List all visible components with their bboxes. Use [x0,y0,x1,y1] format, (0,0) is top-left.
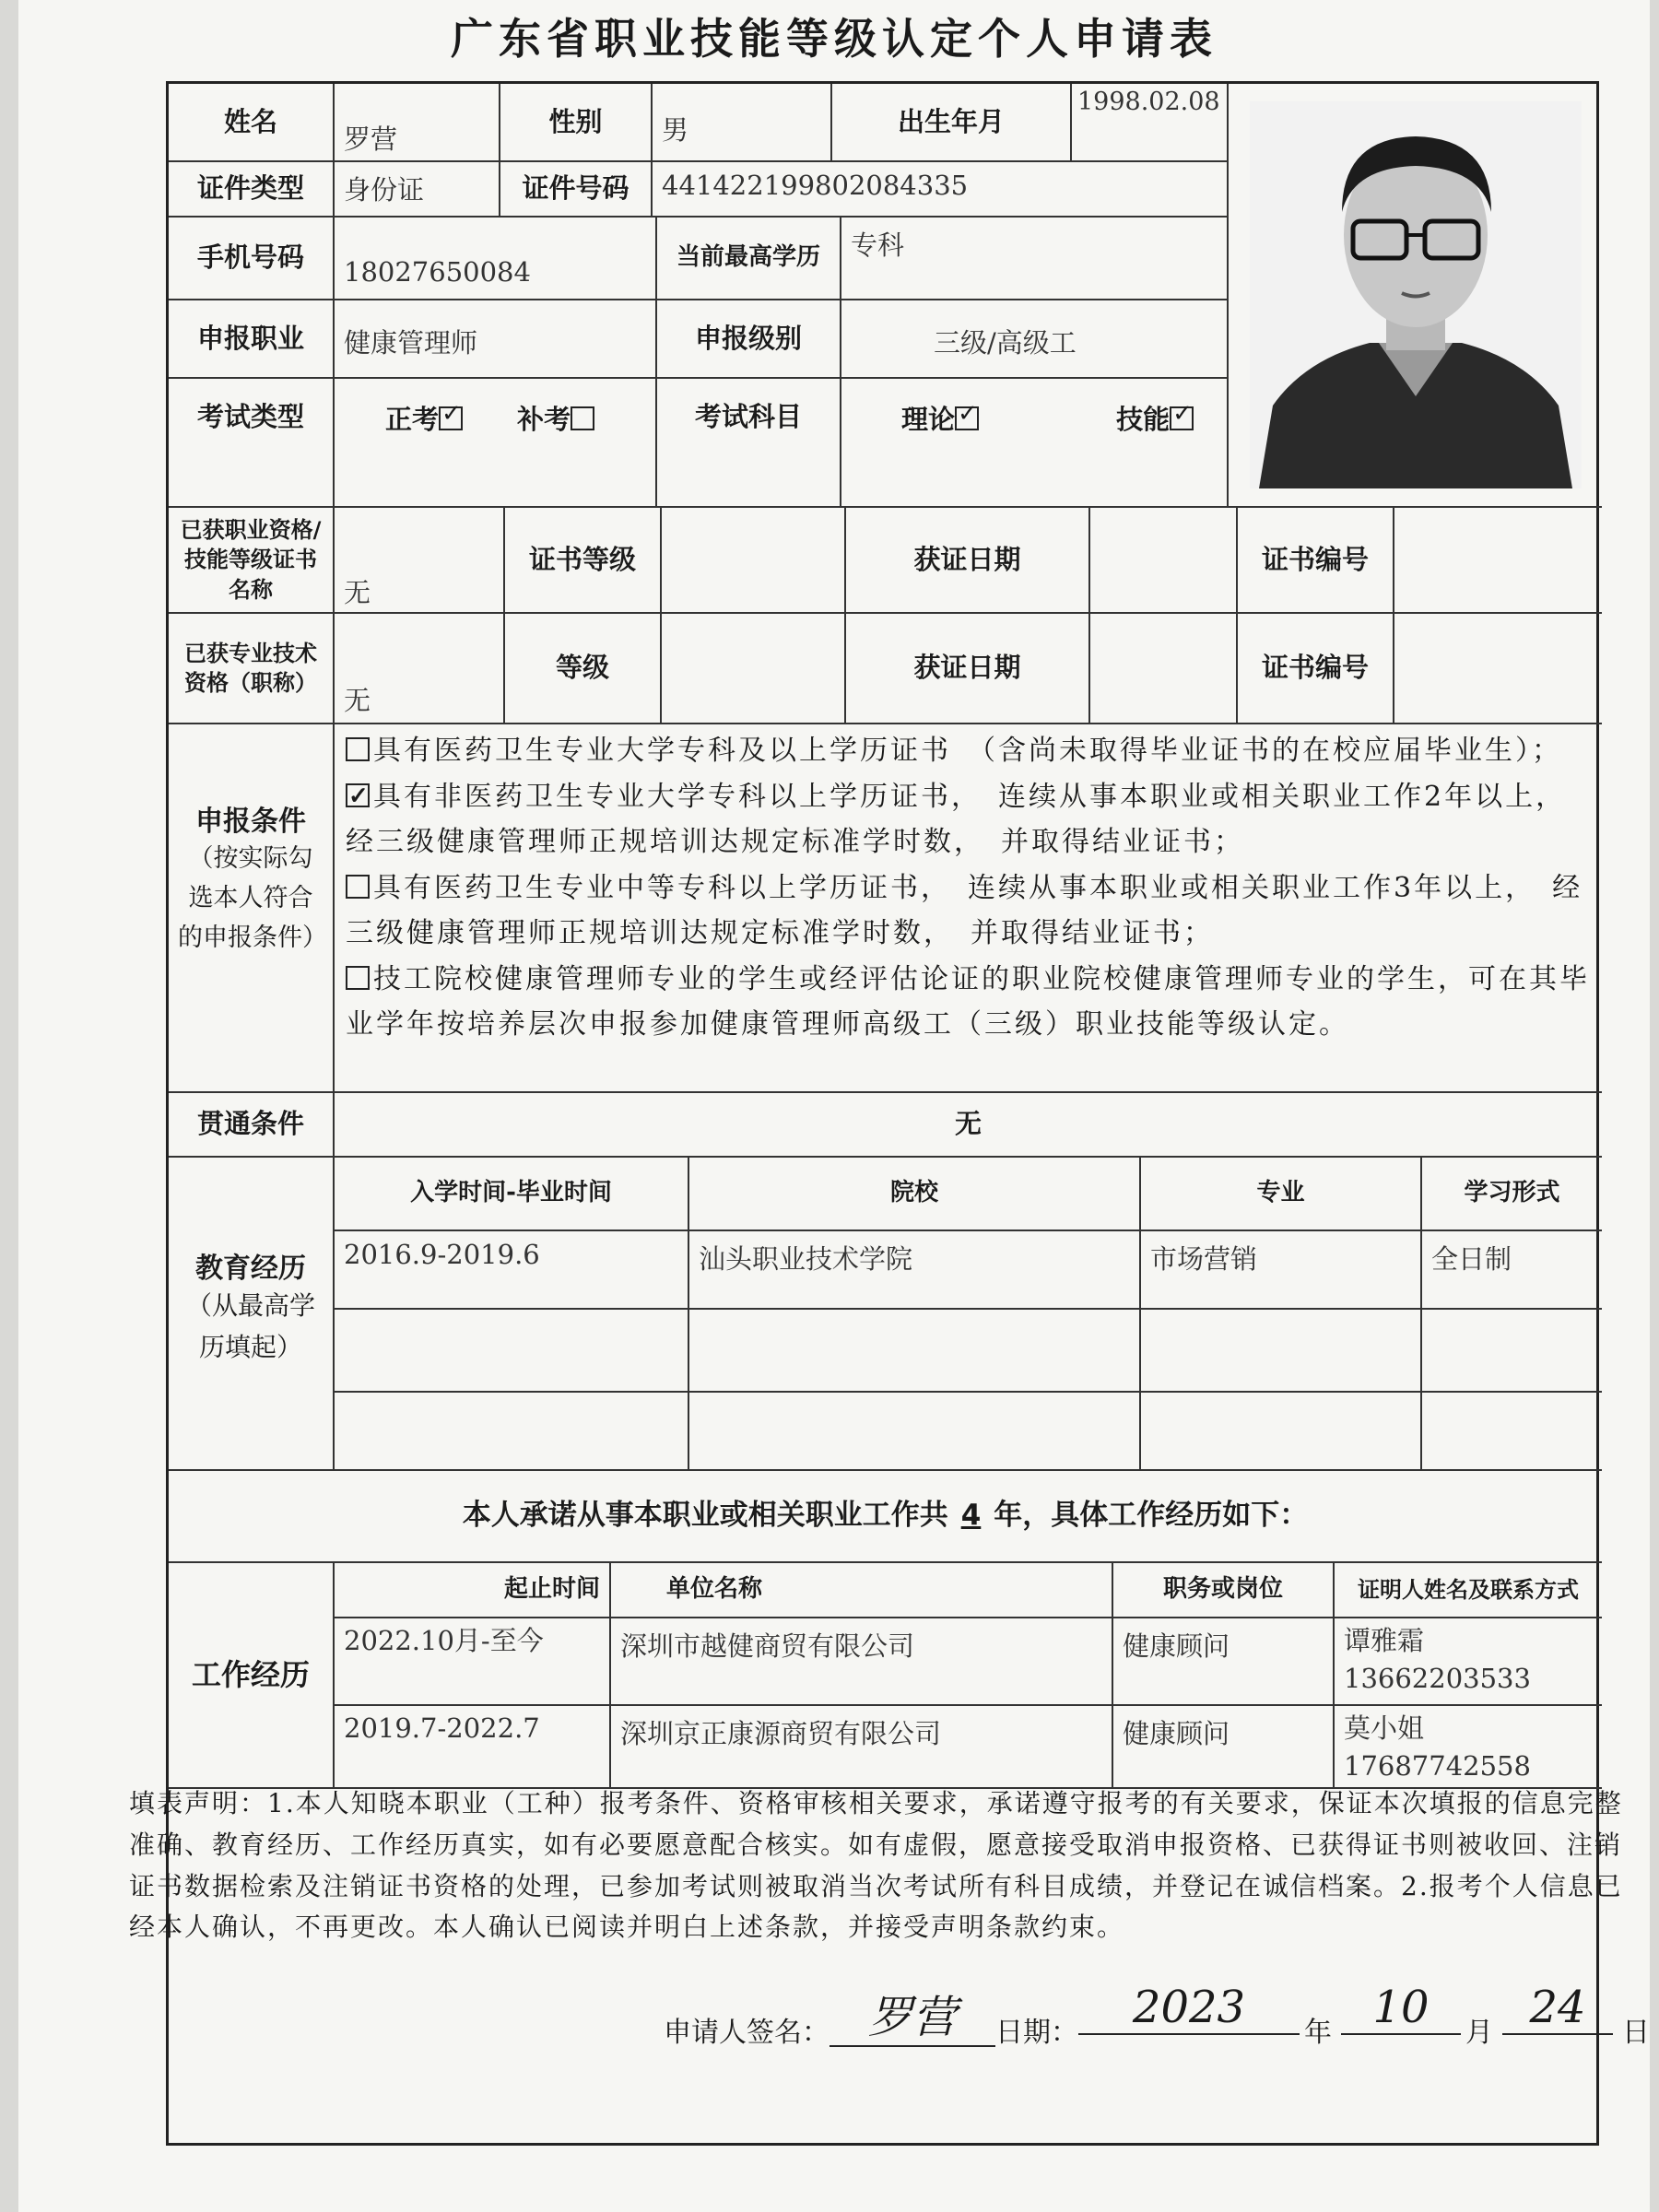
work-row-2-ref-phone: 17687742558 [1344,1749,1531,1782]
condition-3: 具有医药卫生专业中等专科以上学历证书， 连续从事本职业或相关职业工作3年以上， 经三级健康管理师正规培训达规定标准学时数， 并取得结业证书； [346,871,1583,949]
label-education: 当前最高学历 [657,218,841,300]
label-cert-no2: 证书编号 [1238,614,1394,724]
edu-row-1-mode: 全日制 [1422,1231,1602,1310]
work-row-1-ref-phone: 13662203533 [1344,1662,1531,1694]
condition-1: 具有医药卫生专业大学专科及以上学历证书 （含尚未取得毕业证书的在校应届毕业生）； [346,728,1591,774]
label-conditions: 申报条件 [195,806,306,838]
value-cert-date2 [1090,614,1238,724]
exam-makeup-label: 补考 [517,404,571,435]
work-commitment: 本人承诺从事本职业或相关职业工作共 4 年，具体工作经历如下： [169,1471,1602,1563]
work-row-2-unit: 深圳京正康源商贸有限公司 [611,1706,1113,1789]
value-occupation: 健康管理师 [335,300,657,379]
edu-row-1-major: 市场营销 [1141,1231,1422,1310]
work-row-2-ref [1335,1706,1602,1789]
label-cert2: 已获专业技术资格（职称） [169,614,335,724]
header-edu-major: 专业 [1141,1158,1422,1231]
value-cert1: 无 [335,508,505,614]
exam-subject-cell [841,379,1229,508]
edu-row-3-major [1141,1393,1422,1471]
subject-skill-label: 技能 [1116,404,1171,435]
work-row-1-post: 健康顾问 [1113,1618,1335,1706]
edu-row-2-school [689,1310,1141,1393]
edu-row-3-mode [1422,1393,1602,1471]
work-row-2-ref-name: 莫小姐 [1344,1712,1425,1744]
header-work-unit: 单位名称 [611,1563,1113,1618]
condition-1-checkbox[interactable] [346,737,370,761]
subject-theory-label: 理论 [901,404,956,435]
label-education-history: 教育经历 [195,1253,306,1285]
date-day: 24 [1502,1982,1613,2035]
subject-theory-checkbox[interactable] [955,406,979,430]
application-form-paper [18,0,1650,2212]
exam-regular-label: 正考 [385,404,440,435]
header-work-ref: 证明人姓名及联系方式 [1335,1563,1602,1618]
date-month: 10 [1341,1982,1461,2035]
applicant-photo [1229,84,1602,508]
header-work-post: 职务或岗位 [1113,1563,1335,1618]
edu-row-2-period [335,1310,689,1393]
label-exam-subject: 考试科目 [657,379,841,508]
label-cert-date: 获证日期 [846,508,1090,614]
label-grade: 等级 [505,614,662,724]
header-work-period: 起止时间 [335,1563,611,1618]
subject-skill-checkbox[interactable] [1170,406,1194,430]
value-cert-date [1090,508,1238,614]
conditions-list [335,724,1602,1093]
label-exam-type: 考试类型 [169,379,335,508]
work-row-1-ref [1335,1618,1602,1706]
declaration-text: 填表声明：1.本人知晓本职业（工种）报考条件、资格审核相关要求，承诺遵守报考的有关要求，保证本次填报的信息完整准确、教育经历、工作经历真实，如有必要愿意配合核实。如有虚假，愿意接受取消申报资格、已获得证书则被收回、注销证书数据检索及注销证书资格的处理，已参加考试则被取消当次考试所有科目成绩，并登记在诚信档案。2.报考个人信息已经本人确认，不再更改。本人确认已阅读并明白上述条款，并接受声明条款约束。 [129,1788,1623,1943]
work-row-1-period: 2022.10月-至今 [335,1618,611,1706]
label-phone: 手机号码 [169,218,335,300]
commitment-years: 4 [960,1499,982,1533]
value-birth: 1998.02.08 [1072,84,1229,162]
date-label: 日期： [995,2017,1078,2049]
header-edu-period: 入学时间-毕业时间 [335,1158,689,1231]
day-label: 日 [1622,2017,1650,2049]
work-row-2-period: 2019.7-2022.7 [335,1706,611,1789]
signature-name: 罗营 [830,1982,995,2047]
value-through: 无 [335,1093,1602,1158]
conditions-label-cell [169,724,335,1093]
label-conditions-sub: （按实际勾选本人符合的申报条件） [178,844,327,953]
label-birth: 出生年月 [832,84,1072,162]
label-name: 姓名 [169,84,335,162]
value-grade [662,614,846,724]
date-year: 2023 [1078,1982,1300,2035]
label-id-no: 证件号码 [500,162,653,218]
month-label: 月 [1465,2017,1493,2049]
label-cert-no: 证书编号 [1238,508,1394,614]
header-edu-mode: 学习形式 [1422,1158,1602,1231]
condition-2: ✓具有非医药卫生专业大学专科以上学历证书， 连续从事本职业或相关职业工作2年以上， 经三级健康管理师正规培训达规定标准学时数， 并取得结业证书； [346,774,1591,865]
label-gender: 性别 [500,84,653,162]
value-cert2: 无 [335,614,505,724]
value-cert-no2 [1394,614,1602,724]
value-id-no: 441422199802084335 [653,162,1229,218]
condition-2-checkbox[interactable] [346,783,370,807]
edu-row-2-major [1141,1310,1422,1393]
header-edu-school: 院校 [689,1158,1141,1231]
value-level: 三级/高级工 [841,300,1229,379]
condition-3-checkbox[interactable] [346,875,370,899]
edu-row-1-school: 汕头职业技术学院 [689,1231,1141,1310]
label-education-sub: （从最高学历填起） [185,1290,315,1362]
label-through: 贯通条件 [169,1093,335,1158]
education-label-cell [169,1158,335,1471]
signature-label: 申请人签名： [664,2017,830,2049]
edu-row-1-period: 2016.9-2019.6 [335,1231,689,1310]
value-name: 罗营 [335,84,500,162]
value-cert-level [662,508,846,614]
work-row-1-ref-name: 谭雅霜 [1344,1625,1425,1656]
value-cert-no [1394,508,1602,614]
applicant-photo-image [1250,101,1582,488]
exam-type-cell [335,379,657,508]
condition-4: 技工院校健康管理师专业的学生或经评估论证的职业院校健康管理师专业的学生，可在其毕业学年按培养层次申报参加健康管理师高级工（三级）职业技能等级认定。 [346,962,1590,1041]
condition-4-checkbox[interactable] [346,966,370,990]
label-cert1: 已获职业资格/技能等级证书名称 [169,508,335,614]
label-id-type: 证件类型 [169,162,335,218]
exam-makeup-checkbox[interactable] [571,406,594,430]
label-work-history: 工作经历 [169,1563,335,1789]
value-id-type: 身份证 [335,162,500,218]
label-cert-level: 证书等级 [505,508,662,614]
year-label: 年 [1304,2017,1332,2049]
work-row-2-post: 健康顾问 [1113,1706,1335,1789]
label-level: 申报级别 [657,300,841,379]
value-gender: 男 [653,84,832,162]
edu-row-2-mode [1422,1310,1602,1393]
exam-regular-checkbox[interactable] [439,406,463,430]
value-education: 专科 [841,218,1229,300]
label-occupation: 申报职业 [169,300,335,379]
form-title: 广东省职业技能等级认定个人申请表 [451,14,1218,64]
edu-row-3-period [335,1393,689,1471]
work-row-1-unit: 深圳市越健商贸有限公司 [611,1618,1113,1706]
value-phone: 18027650084 [335,218,657,300]
edu-row-3-school [689,1393,1141,1471]
label-cert-date2: 获证日期 [846,614,1090,724]
